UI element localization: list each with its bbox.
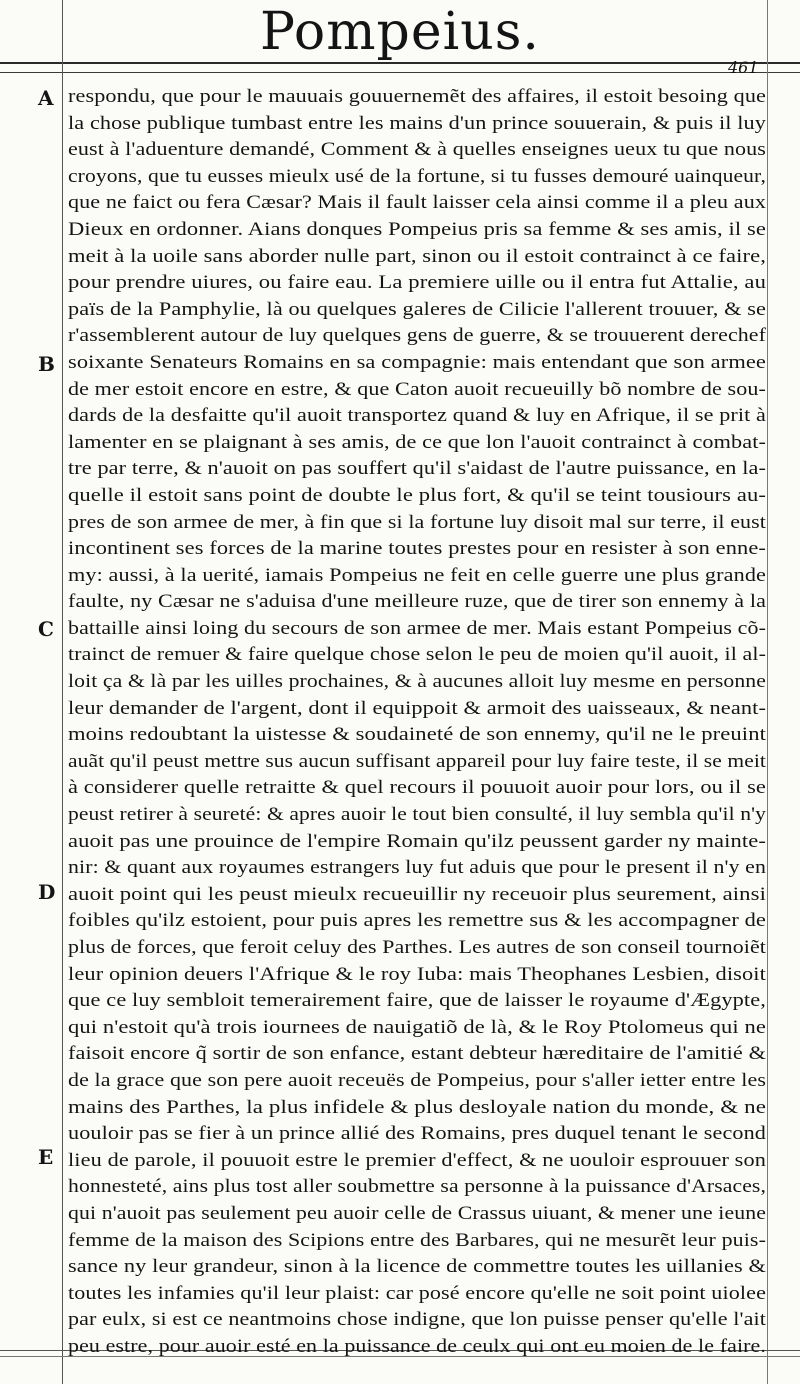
text-line: dards de la desfaitte qu'il auoit transportez quand & luy en Afrique, il se prit à [68, 405, 766, 427]
text-line: lamenter en se plaignant à ses amis, de ce que lon l'auoit contrainct à combat- [68, 431, 766, 453]
text-line: leur demander de l'argent, dont il equippoit & armoit des uaisseaux, & neant- [68, 697, 766, 719]
text-line: auãt qu'il peust mettre sus aucun suffisant appareil pour luy faire teste, il se meit [68, 750, 766, 772]
margin-letter-a: A [38, 86, 54, 110]
text-line: respondu, que pour le mauuais gouuernemẽt des affaires, il estoit besoing que [68, 86, 766, 107]
text-line: par eulx, si est ce neantmoins chose indigne, que lon puisse penser qu'elle l'ait [68, 1309, 767, 1331]
text-line: pres de son armee de mer, à fin que si la fortune luy disoit mal sur terre, il eust [68, 511, 766, 533]
text-line: qui n'auoit pas seulement peu auoir celle de Crassus uiuant, & mener une ieune [68, 1202, 766, 1224]
running-title: Pompeius. [260, 2, 540, 62]
text-line: toutes les infamies qu'il leur plaist: car posé encore qu'elle ne soit point uiolee [68, 1282, 766, 1304]
text-line: qui n'estoit qu'à trois iournees de nauigatiõ de là, & le Roy Ptolomeus qui ne [68, 1016, 766, 1038]
text-line: lieu de parole, il pouuoit estre le premier d'effect, & ne uouloir esprouuer son [68, 1149, 766, 1171]
text-line: tre par terre, & n'auoit on pas souffert qu'il s'aidast de l'autre puissance, en la- [68, 458, 766, 480]
text-line: de mer estoit encore en estre, & que Caton auoit recueuilly bõ nombre de sou- [68, 378, 766, 400]
text-line: meit à la uoile sans aborder nulle part, sinon ou il estoit contrainct à ce faire, [68, 245, 766, 267]
body-text [68, 84, 768, 1361]
margin-letter-c: C [38, 617, 54, 641]
text-line: plus de forces, que feroit celuy des Parthes. Les autres de son conseil tournoiẽt [68, 937, 766, 958]
text-line: femme de la maison des Scipions entre des Barbares, qui ne mesurẽt leur puis- [68, 1229, 766, 1251]
text-line: que ce luy sembloit temerairement faire, que de laisser le royaume d'Ægypte, [68, 990, 766, 1012]
text-line: croyons, que tu eusses mieulx usé de la fortune, si tu fusses demouré uainqueur, [68, 165, 766, 187]
text-line: de la grace que son pere auoit receuës de Pompeius, pour s'aller ietter entre les [68, 1069, 766, 1091]
text-line: mains des Parthes, la plus infidele & plus desloyale nation du monde, & ne [68, 1096, 766, 1118]
text-line: foibles qu'ilz estoient, pour puis apres les remettre sus & les accompagner de [68, 910, 766, 932]
page-number: 461 [728, 58, 759, 77]
text-line: à considerer quelle retraitte & quel recours il pouuoit auoir pour lors, ou il se [68, 777, 766, 799]
text-line: battaille ainsi loing du secours de son armee de mer. Mais estant Pompeius cõ- [68, 617, 766, 639]
text-line: leur opinion deuers l'Afrique & le roy Iuba: mais Theophanes Lesbien, disoit [68, 963, 766, 985]
text-line: nir: & quant aux royaumes estrangers luy fut aduis que pour le present il n'y en [68, 857, 766, 879]
margin-letter-d: D [38, 880, 56, 904]
text-line: quelle il estoit sans point de doubte le plus fort, & qu'il se teint tousiours au- [68, 484, 766, 506]
text-line: moins redoubtant la uistesse & soudaineté de son ennemy, qu'il ne le preuint [68, 724, 766, 746]
header-rule-secondary [0, 72, 800, 73]
text-line: r'assemblerent autour de luy quelques gens de guerre, & se trouuerent derechef [68, 325, 767, 347]
text-line: pour prendre uiures, ou faire eau. La premiere uille ou il entra fut Attalie, au [68, 272, 767, 294]
text-line: incontinent ses forces de la marine toutes prestes pour en resister à son enne- [68, 538, 766, 560]
text-line: la chose publique tumbast entre les mains d'un prince souuerain, & puis il luy [68, 112, 766, 134]
text-line: faulte, ny Cæsar ne s'aduisa d'une meilleure ruze, que de tirer son ennemy à la [68, 591, 766, 613]
text-line: eust à l'aduenture demandé, Comment & à quelles enseignes ueux tu que nous [68, 139, 766, 161]
text-line: honnesteté, ains plus tost aller soubmettre sa personne à la puissance d'Arsaces, [68, 1176, 766, 1198]
text-line: peu estre, pour auoir esté en la puissance de ceulx qui ont eu moien de le faire. [68, 1335, 766, 1357]
text-line: païs de la Pamphylie, là ou quelques galeres de Cilicie l'allerent trouuer, & se [68, 298, 766, 320]
text-line: my: aussi, à la uerité, iamais Pompeius ne feit en celle guerre une plus grande [68, 564, 766, 586]
text-line: Dieux en ordonner. Aians donques Pompeius pris sa femme & ses amis, il se [68, 218, 766, 240]
text-line: soixante Senateurs Romains en sa compagnie: mais entendant que son armee [68, 351, 766, 373]
text-line: que ne faict ou fera Cæsar? Mais il fault laisser cela ainsi comme il a pleu aux [68, 192, 767, 214]
text-line: trainct de remuer & faire quelque chose selon le peu de moien qu'il auoit, il al- [68, 644, 766, 666]
text-line: faisoit encore q̃ sortir de son enfance, estant debteur hæreditaire de l'amitié & [68, 1043, 766, 1065]
text-line: uouloir pas se fier à un prince allié des Romains, pres duquel tenant le second [68, 1123, 766, 1145]
margin-letter-b: B [38, 352, 55, 376]
text-line: sance ny leur grandeur, sinon à la licence de commettre toutes les uillanies & [68, 1256, 766, 1278]
left-margin-rule [62, 0, 63, 1384]
text-line: peust retirer à seureté: & apres auoir le tout bien consulté, il luy sembla qu'il n'y [68, 804, 766, 826]
text-line: auoit point qui les peust mieulx recueuillir ny receuoir plus seurement, ainsi [68, 883, 766, 905]
header-rule [0, 62, 800, 64]
text-line: auoit pas une prouince de l'empire Romain qu'ilz peussent garder ny mainte- [68, 830, 766, 852]
margin-letter-e: E [38, 1145, 54, 1169]
text-line: loit ça & là par les uilles prochaines, & à aucunes alloit luy mesme en personne [68, 671, 766, 693]
